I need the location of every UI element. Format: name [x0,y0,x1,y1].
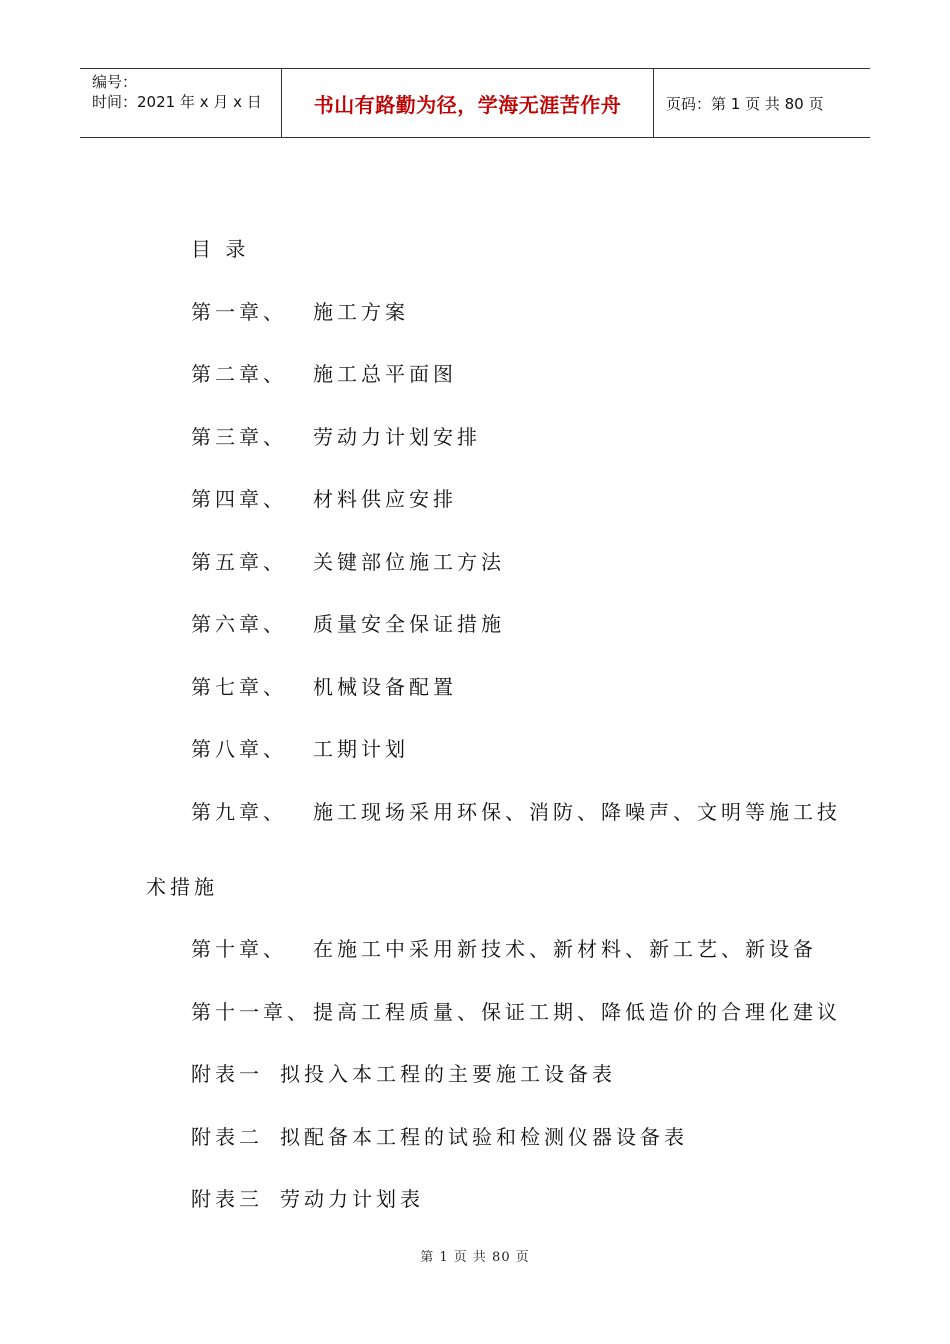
toc-chapter-title: 工期计划 [313,737,409,761]
toc-appendix [191,1058,616,1087]
toc-chapter-number: 第十章、 [191,937,287,961]
toc-title: 目 录 [191,237,250,261]
toc-chapter-number: 第五章、 [191,550,287,574]
toc-chapter-number: 第九章、 [191,800,287,824]
toc-entry [191,996,841,1025]
toc-appendix-number: 附表一 [191,1062,263,1086]
header-motto: 书山有路勤为径，学海无涯苦作舟 [313,92,622,117]
toc-chapter-title: 质量安全保证措施 [313,612,505,636]
toc-chapter-number: 第十一章、 [191,1000,311,1024]
toc-chapter-title: 关键部位施工方法 [313,550,505,574]
toc-chapter-title: 施工总平面图 [313,362,457,386]
header-page-cell [654,69,870,137]
toc-chapter-number: 第四章、 [191,487,287,511]
header-meta-cell [80,69,282,137]
toc-entry [191,296,409,325]
toc-appendix-title: 拟投入本工程的主要施工设备表 [280,1062,616,1086]
toc-chapter-number: 第一章、 [191,300,287,324]
toc-chapter-title: 机械设备配置 [313,675,457,699]
toc-chapter-title: 施工方案 [313,300,409,324]
toc-appendix [191,1121,688,1150]
toc-chapter-number: 第二章、 [191,362,287,386]
toc-chapter-title: 劳动力计划安排 [313,425,481,449]
toc-chapter-title: 提高工程质量、保证工期、降低造价的合理化建议 [313,1000,841,1024]
toc-entry [191,546,505,575]
page-footer: 第 1 页 共 80 页 [420,1250,530,1265]
toc-appendix [191,1183,424,1212]
toc-chapter-number: 第八章、 [191,737,287,761]
toc-entry [191,796,841,825]
header-page-info: 页码：第 1 页 共 80 页 [666,94,824,113]
toc-entry-continuation: 术措施 [146,875,218,899]
document-date-label: 时间：2021 年 x 月 x 日 [92,93,262,111]
toc-appendix-title: 劳动力计划表 [280,1187,424,1211]
toc-entry [191,733,409,762]
toc-chapter-title: 材料供应安排 [313,487,457,511]
toc-chapter-number: 第三章、 [191,425,287,449]
toc-appendix-title: 拟配备本工程的试验和检测仪器设备表 [280,1125,688,1149]
toc-entry [191,421,481,450]
document-number-label: 编号： [92,73,138,91]
toc-entry [191,358,457,387]
page-header [80,68,870,138]
toc-chapter-title: 在施工中采用新技术、新材料、新工艺、新设备 [313,937,817,961]
toc-entry [191,608,505,637]
toc-appendix-number: 附表三 [191,1187,263,1211]
toc-entry [191,483,457,512]
toc-entry [191,671,457,700]
toc-chapter-title: 施工现场采用环保、消防、降噪声、文明等施工技 [313,800,841,824]
toc-chapter-number: 第七章、 [191,675,287,699]
toc-appendix-number: 附表二 [191,1125,263,1149]
header-motto-cell [282,69,654,137]
toc-chapter-number: 第六章、 [191,612,287,636]
toc-entry [191,933,817,962]
